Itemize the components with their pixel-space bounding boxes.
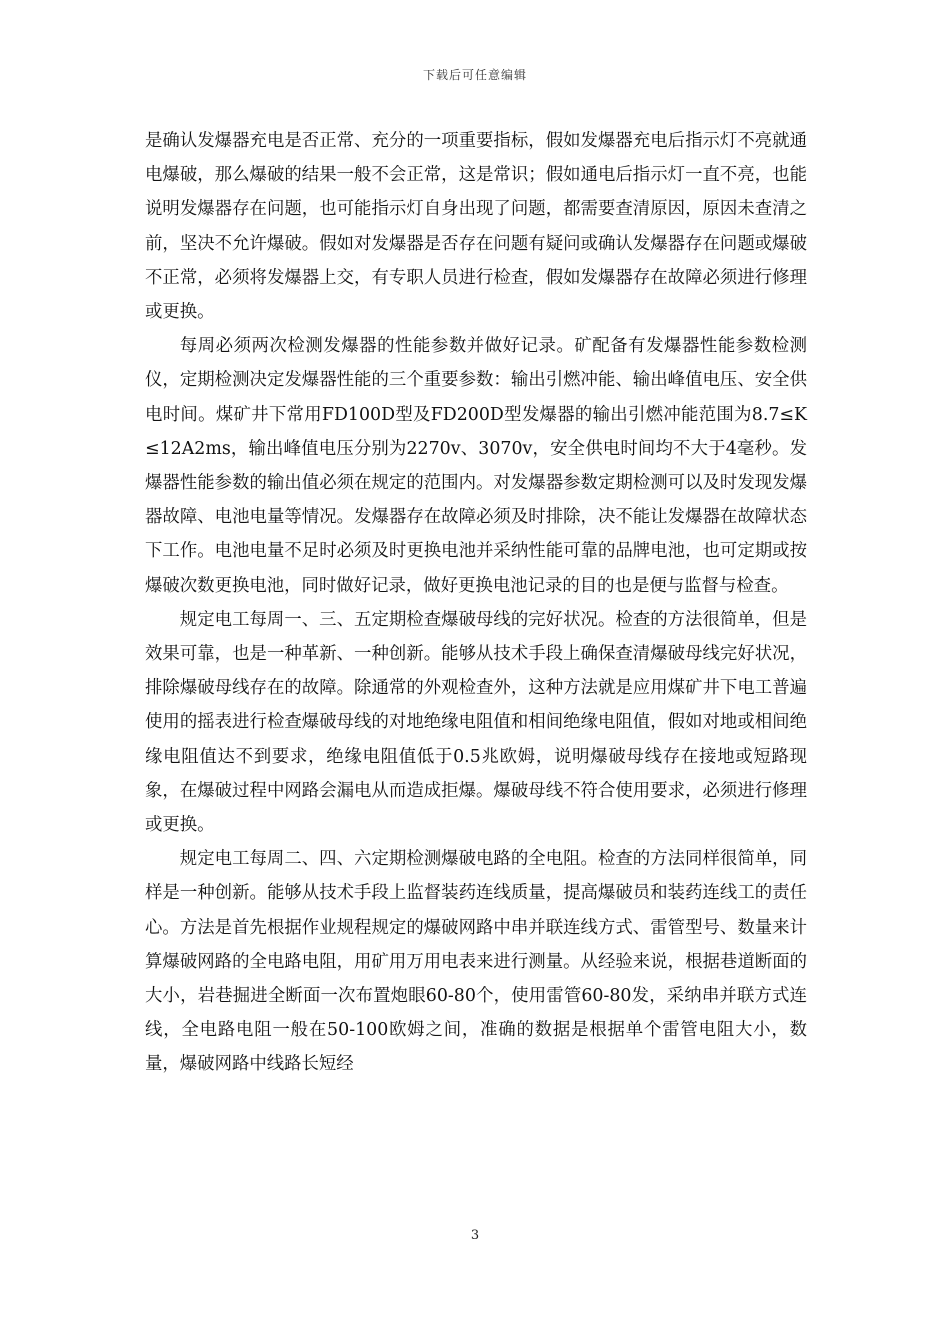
paragraph-4: 规定电工每周二、四、六定期检测爆破电路的全电阻。检查的方法同样很简单，同样是一种创新。能够从技术手段上监督装药连线质量，提高爆破员和装药连线工的责任心。方法是首先根据作业规程规定的爆破网路中串并联连线方式、雷管型号、数量来计算爆破网路的全电路电阻，用矿用万用电表来进行测量。从经验来说，根据巷道断面的大小，岩巷掘进全断面一次布置炮眼60-80个，使用雷管60-80发，采纳串并联方式连线，全电路电阻一般在50-100欧姆之间，准确的数据是根据单个雷管电阻大小，数量，爆破网路中线路长短经	[145, 849, 807, 1075]
document-body	[145, 124, 807, 1082]
paragraph-1: 是确认发爆器充电是否正常、充分的一项重要指标，假如发爆器充电后指示灯不亮就通电爆破，那么爆破的结果一般不会正常，这是常识；假如通电后指示灯一直不亮，也能说明发爆器存在问题，也可能指示灯自身出现了问题，都需要查清原因，原因未查清之前，坚决不允许爆破。假如对发爆器是否存在问题有疑问或确认发爆器存在问题或爆破不正常，必须将发爆器上交，有专职人员进行检查，假如发爆器存在故障必须进行修理或更换。	[145, 131, 807, 323]
page-number: 3	[470, 1228, 480, 1243]
paragraph-3: 规定电工每周一、三、五定期检查爆破母线的完好状况。检查的方法很简单，但是效果可靠，也是一种革新、一种创新。能够从技术手段上确保查清爆破母线完好状况，排除爆破母线存在的故障。除通常的外观检查外，这种方法就是应用煤矿井下电工普遍使用的摇表进行检查爆破母线的对地绝缘电阻值和相间绝缘电阻值，假如对地或相间绝缘电阻值达不到要求，绝缘电阻值低于0.5兆欧姆，说明爆破母线存在接地或短路现象，在爆破过程中网路会漏电从而造成拒爆。爆破母线不符合使用要求，必须进行修理或更换。	[145, 609, 807, 836]
page-header: 下载后可任意编辑	[422, 68, 527, 82]
paragraph-2: 每周必须两次检测发爆器的性能参数并做好记录。矿配备有发爆器性能参数检测仪，定期检测决定发爆器性能的三个重要参数：输出引燃冲能、输出峰值电压、安全供电时间。煤矿井下常用FD100D型及FD200D型发爆器的输出引燃冲能范围为8.7≤K≤12A2ms，输出峰值电压分别为2270v、3070v，安全供电时间均不大于4毫秒。发爆器性能参数的输出值必须在规定的范围内。对发爆器参数定期检测可以及时发现发爆器故障、电池电量等情况。发爆器存在故障必须及时排除，决不能让发爆器在故障状态下工作。电池电量不足时必须及时更换电池并采纳性能可靠的品牌电池，也可定期或按爆破次数更换电池，同时做好记录，做好更换电池记录的目的也是便与监督与检查。	[145, 336, 807, 596]
